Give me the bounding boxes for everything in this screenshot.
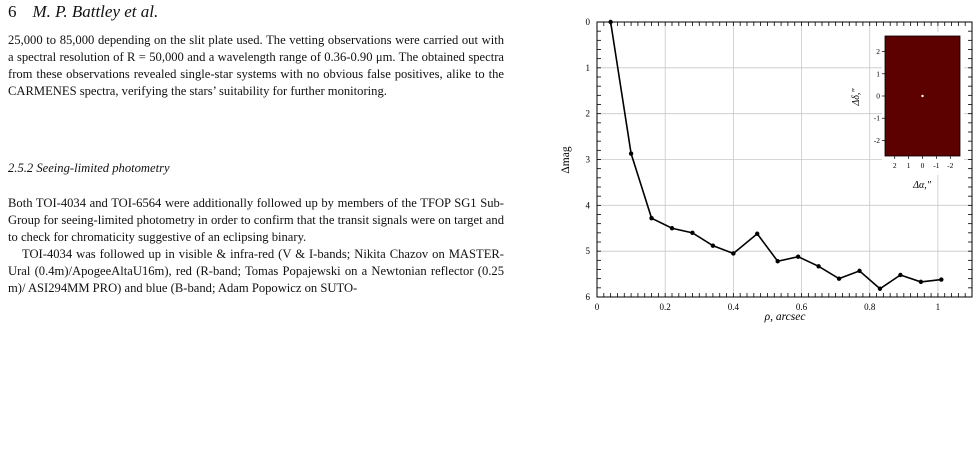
inset-x-tick-label: 1 — [906, 161, 911, 170]
inset-target-star — [921, 95, 923, 97]
contrast-curve-point — [878, 287, 882, 291]
contrast-curve-point — [837, 276, 841, 280]
paragraph-seeing-limited: Both TOI-4034 and TOI-6564 were additionally followed up by members of the TFOP SG1 Sub-Group for seeing-limited photometry in order to confirm that the transit signals were on target and to check for chromaticity suggestive of an eclipsing binary. — [8, 196, 504, 244]
x-tick-label: 0.4 — [727, 302, 739, 312]
y-tick-label: 2 — [585, 108, 590, 119]
page-header — [8, 2, 158, 22]
contrast-curve-point — [939, 277, 943, 281]
contrast-curve-point — [711, 243, 715, 247]
inset-y-tick-label: 2 — [876, 47, 880, 57]
running-authors: M. P. Battley et al. — [32, 2, 159, 21]
y-tick-label: 4 — [585, 200, 590, 211]
inset-y-tick-label: 1 — [876, 69, 880, 79]
contrast-curve-point — [898, 273, 902, 277]
contrast-curve-figure — [545, 0, 980, 458]
y-tick-label: 3 — [585, 154, 590, 165]
y-tick-label: 6 — [585, 292, 590, 302]
inset-x-label: Δα,″ — [913, 180, 931, 191]
x-tick-label: 0 — [594, 302, 600, 312]
contrast-curve-point — [919, 280, 923, 284]
section-heading: 2.5.2 Seeing-limited photometry — [8, 161, 170, 175]
inset-x-tick-label: 2 — [892, 161, 897, 170]
x-tick-label: 1 — [935, 302, 941, 312]
inset-y-tick-label: 0 — [876, 91, 880, 101]
y-tick-label: 0 — [585, 17, 590, 27]
x-tick-label: 0.8 — [864, 302, 876, 312]
x-tick-label: 0.6 — [795, 302, 808, 312]
contrast-curve-point — [796, 254, 800, 258]
contrast-curve-point — [857, 269, 861, 273]
contrast-curve-point — [731, 251, 735, 255]
contrast-curve-point — [649, 216, 653, 220]
inset-x-tick-label: -2 — [947, 161, 954, 170]
left-text-column — [8, 32, 504, 297]
contrast-curve-point — [670, 226, 674, 230]
y-tick-label: 1 — [585, 62, 590, 73]
inset-y-label: Δδ,″ — [851, 88, 862, 106]
y-axis-label: Δmag — [560, 146, 572, 174]
x-axis-label: ρ, arcsec — [764, 311, 806, 323]
contrast-curve-point — [690, 231, 694, 235]
contrast-curve-point — [608, 20, 612, 24]
x-tick-label: 0.2 — [659, 302, 671, 312]
inset-y-tick-label: -2 — [873, 135, 880, 145]
paragraph-vetting: 25,000 to 85,000 depending on the slit plate used. The vetting observations were carried out with a spectral resolution of R = 50,000 and a wavelength range of 0.36-0.90 μm. The obtained spectra from these observations revealed single-star systems with no obvious false positives, alike to the CARMENES spectra, verifying the stars’ suitability for further monitoring. — [8, 33, 504, 98]
inset-y-tick-label: -1 — [873, 113, 880, 123]
page-number: 6 — [8, 2, 17, 21]
paragraph-toi4034: TOI-4034 was followed up in visible & infra-red (V & I-bands; Nikita Chazov on MASTER-Ural (0.4m)/ApogeeAltaU16m), red (R-band; Tomas Popajewski on a Newtonian reflector (0.25 m)/ ASI294MM PRO) and blue (B-band; Adam Popowicz on SUTO- — [8, 247, 504, 295]
contrast-curve-point — [755, 232, 759, 236]
contrast-curve-chart — [545, 0, 980, 458]
inset-x-tick-label: -1 — [933, 161, 940, 170]
contrast-curve-point — [629, 151, 633, 155]
inset-x-tick-label: 0 — [920, 161, 925, 170]
y-tick-label: 5 — [585, 246, 590, 257]
contrast-curve-point — [775, 259, 779, 263]
contrast-curve-point — [816, 264, 820, 268]
